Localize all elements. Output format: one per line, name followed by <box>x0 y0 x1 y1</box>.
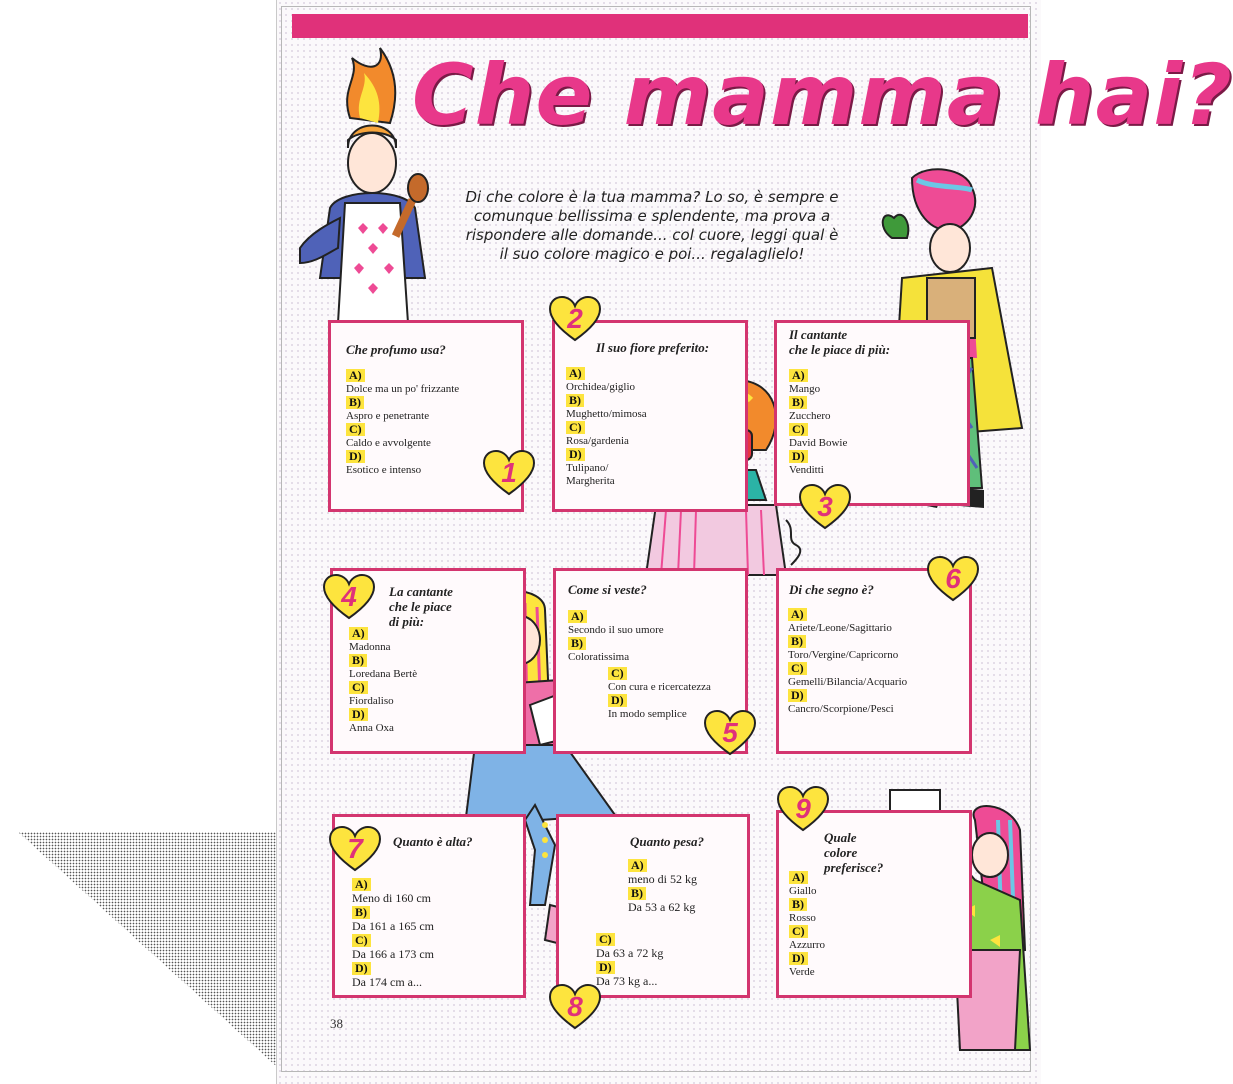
question-9-options: A) Giallo B) Rosso C) Azzurro D) Verde <box>789 870 826 978</box>
option-text: Caldo e avvolgente <box>346 437 431 449</box>
question-3-title: Il cantante che le piace di più: <box>789 327 891 357</box>
question-8-options-cd: C) Da 63 a 72 kg D) Da 73 kg a... <box>596 932 664 988</box>
heart-number-4: 4 <box>322 574 376 620</box>
question-5-options-ab: A) Secondo il suo umore B) Coloratissima <box>568 609 664 663</box>
question-7-title: Quanto è alta? <box>393 834 473 849</box>
heart-number-6: 6 <box>926 556 980 602</box>
question-6-options: A) Ariete/Leone/Sagittario B) Toro/Vergine/Capricorno C) Gemelli/Bilancia/Acquario D) Cancro/Scorpione/Pesci <box>788 607 908 715</box>
heart-number-8: 8 <box>548 984 602 1030</box>
option-text: Aspro e penetrante <box>346 410 430 422</box>
intro-text: Di che colore è la tua mamma? Lo so, è sempre e comunque bellissima e splendente, ma prova a rispondere alle domande... col cuore, leggi qual è il suo colore magico e poi... regalaglielo! <box>465 188 839 263</box>
question-8-options-ab: A) meno di 52 kg B) Da 53 a 62 kg <box>628 858 697 914</box>
heart-number-5: 5 <box>703 710 757 756</box>
question-2-options: A) Orchidea/giglio B) Mughetto/mimosa C) Rosa/gardenia D) Tulipano/ Margherita <box>566 366 647 487</box>
question-8-title: Quanto pesa? <box>630 834 705 849</box>
question-4-title: La cantante che le piace di più: <box>389 584 453 629</box>
question-5-title: Come si veste? <box>568 582 647 597</box>
question-9-title: Quale colore preferisce? <box>824 830 884 875</box>
option-letter: D) <box>346 450 365 463</box>
option-letter: C) <box>346 423 365 436</box>
heart-number-9: 9 <box>776 786 830 832</box>
heart-number-3: 3 <box>798 484 852 530</box>
option-letter: B) <box>346 396 364 409</box>
option-text: Esotico e intenso <box>346 464 422 476</box>
question-4-options: A) Madonna B) Loredana Bertè C) Fiordaliso D) Anna Oxa <box>349 626 418 734</box>
option-text: Dolce ma un po' frizzante <box>346 383 460 395</box>
page-number: 38 <box>330 1016 343 1031</box>
mom-cook-illustration <box>290 48 460 323</box>
top-pink-bar <box>292 14 1028 38</box>
question-3-options: A) Mango B) Zucchero C) David Bowie D) Venditti <box>789 368 848 476</box>
heart-number-2: 2 <box>548 296 602 342</box>
question-5-options-cd: C) Con cura e ricercatezza D) In modo semplice <box>608 666 711 720</box>
halftone-shadow <box>18 832 276 1066</box>
question-2-title: Il suo fiore preferito: <box>596 340 710 355</box>
heart-number-7: 7 <box>328 826 382 872</box>
heart-number-1: 1 <box>482 450 536 496</box>
question-1-title: Che profumo usa? <box>346 342 446 357</box>
question-1-options <box>346 369 459 477</box>
question-7-options: A) Meno di 160 cm B) Da 161 a 165 cm C) Da 166 a 173 cm D) Da 174 cm a... <box>352 877 434 989</box>
question-6-title: Di che segno è? <box>789 582 874 597</box>
option-letter: A) <box>346 369 365 382</box>
page-title: Che mamma hai? <box>412 46 1233 144</box>
